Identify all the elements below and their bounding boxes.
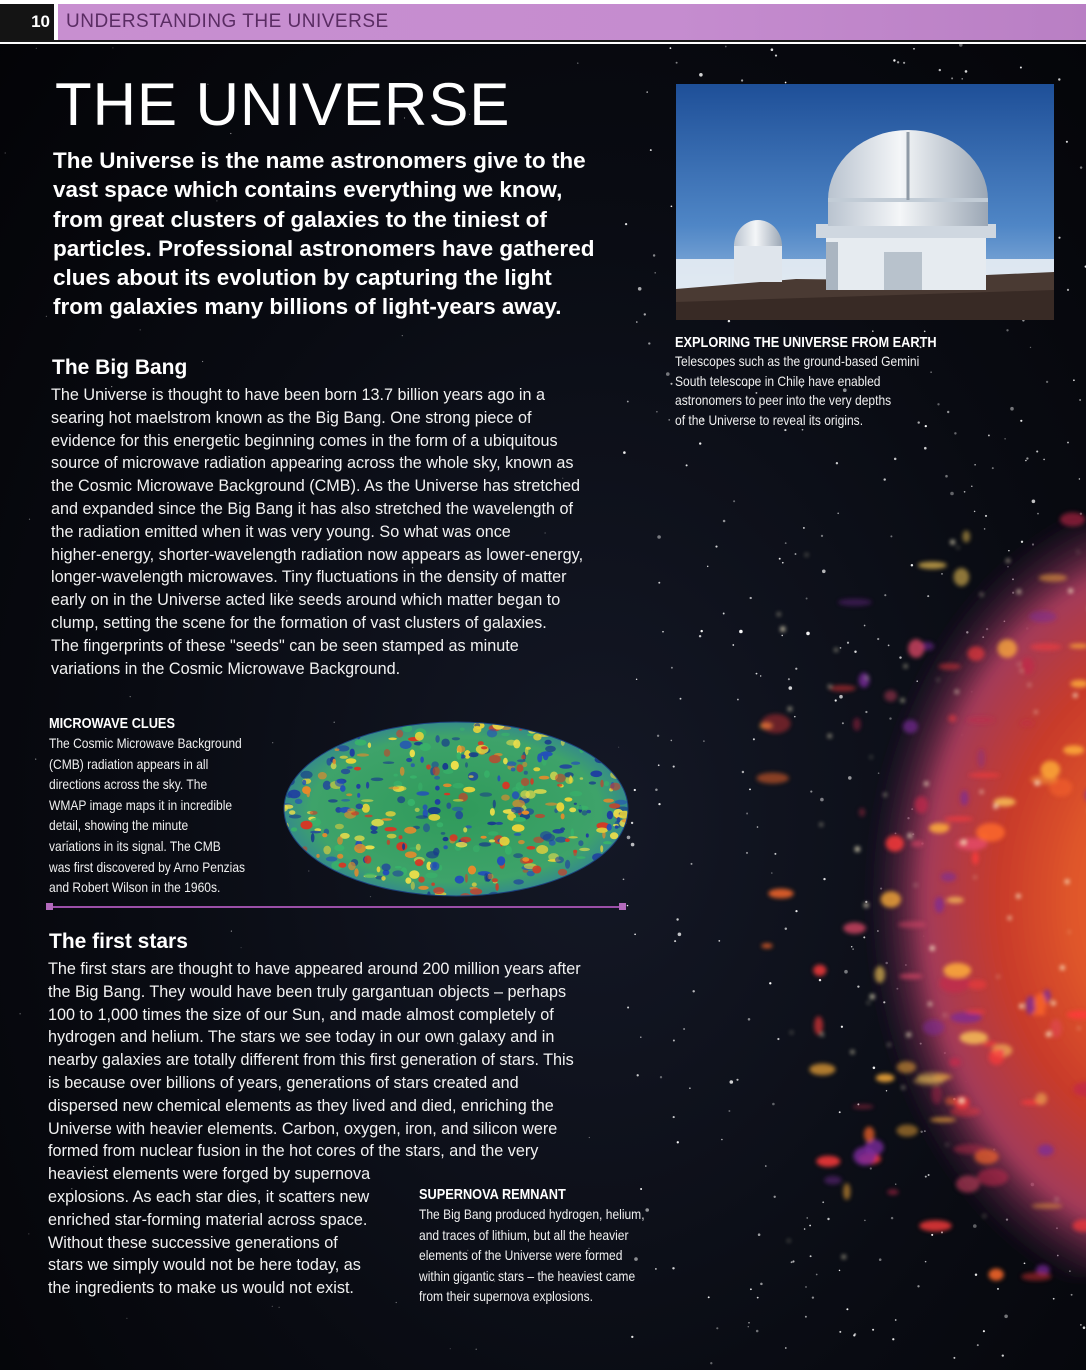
text-line: Universe with heavier elements. Carbon, oxygen, iron, and silicon were xyxy=(48,1119,558,1138)
caption-line: The Cosmic Microwave Background xyxy=(49,735,242,751)
caption-line: Telescopes such as the ground-based Gemini xyxy=(675,353,920,369)
caption-line: variations in its signal. The CMB xyxy=(49,837,221,854)
big-bang-heading: The Big Bang xyxy=(52,356,188,379)
caption-line: detail, showing the minute xyxy=(49,817,189,834)
text-line: the Cosmic Microwave Background (CMB). As the Universe has stretched xyxy=(51,477,580,496)
page-header xyxy=(0,0,1086,44)
text-line: 100 to 1,000 times the size of our Sun, and made almost completely of xyxy=(48,1005,554,1024)
text-line: variations in the Cosmic Microwave Background. xyxy=(51,659,401,678)
text-line: The Universe is thought to have been born 13.7 billion years ago in a xyxy=(51,386,546,404)
intro-paragraph xyxy=(53,146,653,322)
microwave-caption xyxy=(49,716,277,897)
text-line: hydrogen and helium. The stars we see today in our own galaxy and in xyxy=(48,1028,555,1047)
caption-line: elements of the Universe were formed xyxy=(419,1247,623,1264)
text-line: higher-energy, shorter-wavelength radiation now appears as lower-energy, xyxy=(51,545,584,564)
text-line: longer-wavelength microwaves. Tiny fluctuations in the density of matter xyxy=(51,568,567,587)
caption-line: directions across the sky. The xyxy=(49,776,208,793)
text-line: clump, setting the scene for the formation of vast clusters of galaxies. xyxy=(51,613,547,632)
section-divider xyxy=(48,906,624,908)
caption-line: and traces of lithium, but all the heavier xyxy=(419,1226,629,1243)
caption-line: South telescope in Chile have enabled xyxy=(675,372,881,389)
supernova-caption xyxy=(419,1187,681,1306)
text-line: heaviest elements were forged by supernova xyxy=(48,1165,371,1184)
caption-line: from their supernova explosions. xyxy=(419,1288,594,1305)
intro-line: from great clusters of galaxies to the tiniest of xyxy=(53,206,547,232)
caption-line: The Big Bang produced hydrogen, helium, xyxy=(419,1206,645,1222)
text-line: source of microwave radiation appearing across the whole sky, known as xyxy=(51,454,574,473)
caption-line: (CMB) radiation appears in all xyxy=(49,755,209,772)
text-line: is because over billions of years, generations of stars created and xyxy=(48,1073,519,1092)
first-stars-heading: The first stars xyxy=(49,930,188,953)
header-rule xyxy=(0,40,1086,42)
page-number: 10 xyxy=(0,4,54,40)
text-line: Without these successive generations of xyxy=(48,1233,338,1252)
caption-line: within gigantic stars – the heaviest came xyxy=(419,1267,636,1284)
cmb-map-image xyxy=(282,720,630,898)
text-line: the Big Bang. They would have been truly gargantuan objects – perhaps xyxy=(48,982,567,1001)
text-line: enriched star-forming material across space. xyxy=(48,1210,368,1229)
intro-line: particles. Professional astronomers have gathered xyxy=(53,235,595,261)
text-line: explosions. As each star dies, it scatters new xyxy=(48,1187,370,1206)
text-line: early on in the Universe acted like seeds around which matter began to xyxy=(51,591,561,610)
page-title: THE UNIVERSE xyxy=(55,71,511,138)
text-line: the ingredients to make us would not exist. xyxy=(48,1279,354,1298)
caption-line: of the Universe to reveal its origins. xyxy=(675,411,864,428)
big-bang-text xyxy=(51,384,583,680)
divider-end xyxy=(46,903,53,910)
text-line: formed from nuclear fusion in the hot cores of the stars, and the very xyxy=(48,1142,539,1161)
text-line: searing hot maelstrom known as the Big Bang. One strong piece of xyxy=(51,408,532,427)
text-line: evidence for this energetic beginning comes in the form of a ubiquitous xyxy=(51,431,558,450)
caption-heading: SUPERNOVA REMNANT xyxy=(419,1187,566,1203)
caption-line: and Robert Wilson in the 1960s. xyxy=(49,879,221,896)
caption-heading: MICROWAVE CLUES xyxy=(49,716,175,732)
text-line: the radiation emitted when it was very young. So what was once xyxy=(51,522,511,541)
intro-line: from galaxies many billions of light-years away. xyxy=(53,294,562,320)
divider-end xyxy=(619,903,626,910)
section-title: UNDERSTANDING THE UNIVERSE xyxy=(66,11,389,32)
text-line: and expanded since the Big Bang it has also stretched the wavelength of xyxy=(51,499,573,518)
intro-line: vast space which contains everything we know, xyxy=(53,177,563,203)
text-line: dispersed new chemical elements as they lived and died, enriching the xyxy=(48,1096,554,1115)
caption-line: WMAP image maps it in incredible xyxy=(49,796,233,813)
supernova-remnant-image xyxy=(745,500,1086,1300)
text-line: The fingerprints of these "seeds" can be seen stamped as minute xyxy=(51,636,519,655)
intro-line: clues about its evolution by capturing the light xyxy=(53,265,552,291)
intro-line: The Universe is the name astronomers give to the xyxy=(53,148,586,173)
photo-caption xyxy=(675,335,972,429)
text-line: nearby galaxies are totally different from this first generation of stars. This xyxy=(48,1051,574,1070)
caption-line: astronomers to peer into the very depths xyxy=(675,392,892,409)
caption-heading: EXPLORING THE UNIVERSE FROM EARTH xyxy=(675,335,937,351)
text-line: stars we simply would not be here today, as xyxy=(48,1256,361,1275)
text-line: The first stars are thought to have appeared around 200 million years after xyxy=(48,960,581,978)
telescope-photo xyxy=(676,84,1054,320)
caption-line: was first discovered by Arno Penzias xyxy=(49,858,246,875)
